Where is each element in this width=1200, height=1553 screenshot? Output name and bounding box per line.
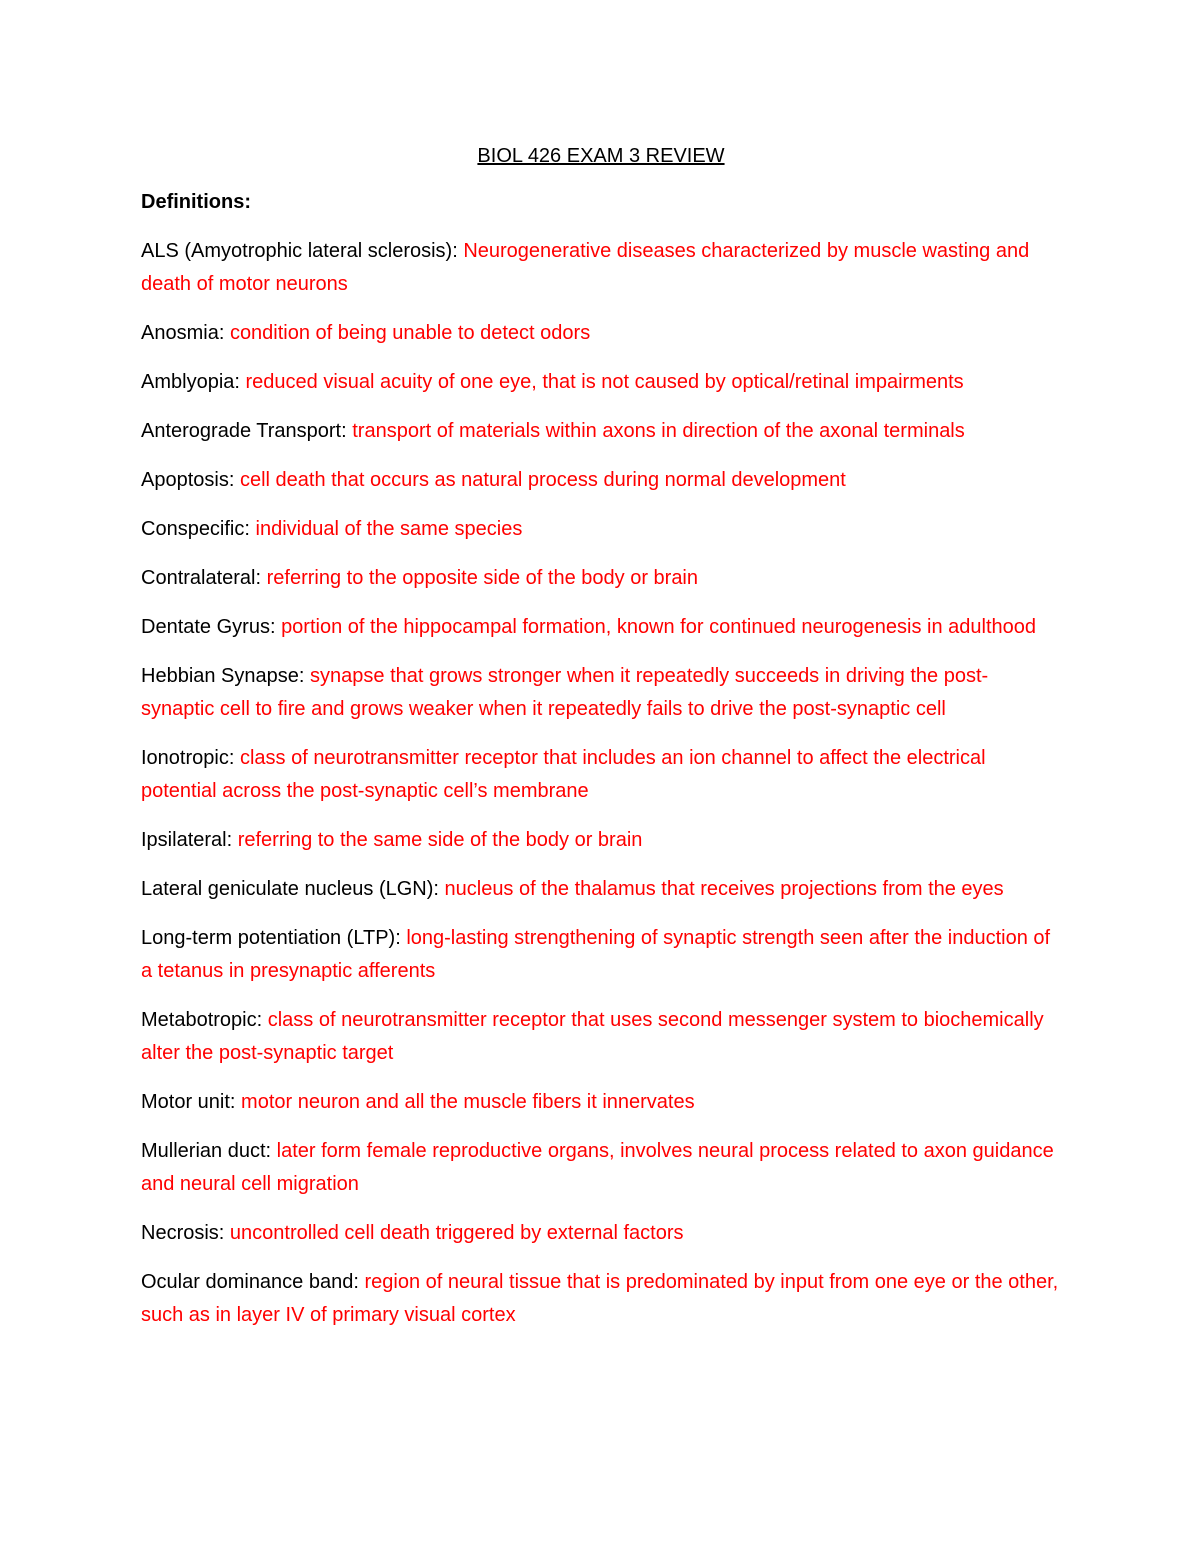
section-heading: Definitions: <box>141 191 251 213</box>
definition-entry <box>141 1004 1061 1070</box>
definition-text: long-lasting strengthening of synaptic strength seen after the induction of a tetanus in presynaptic afferents <box>141 927 1051 982</box>
definition-term: Dentate Gyrus: <box>141 616 282 638</box>
definition-entry <box>141 660 1061 726</box>
definition-text: transport of materials within axons in direction of the axonal terminals <box>352 420 965 442</box>
document-body <box>141 140 1061 1348</box>
definition-entry <box>141 824 1061 857</box>
definition-text: later form female reproductive organs, involves neural process related to axon guidance and neural cell migration <box>141 1140 1054 1195</box>
definition-text: Neurogenerative diseases characterized by muscle wasting and death of motor neurons <box>141 240 1030 295</box>
definition-entry <box>141 464 1061 497</box>
definition-term: Mullerian duct: <box>141 1140 277 1162</box>
definition-entry <box>141 1086 1061 1119</box>
definition-text: referring to the same side of the body or brain <box>237 829 643 851</box>
definition-term: Apoptosis: <box>141 469 240 491</box>
definition-text: reduced visual acuity of one eye, that is not caused by optical/retinal impairments <box>245 371 964 393</box>
definition-entry <box>141 873 1061 906</box>
definition-entry <box>141 366 1061 399</box>
definition-term: ALS (Amyotrophic lateral sclerosis): <box>141 240 464 262</box>
definition-text: synapse that grows stronger when it repeatedly succeeds in driving the post-synaptic cell to fire and grows weaker when it repeatedly fails to drive the post-synaptic cell <box>141 665 989 720</box>
definition-entry <box>141 1217 1061 1250</box>
definition-term: Ionotropic: <box>141 747 240 769</box>
definition-list <box>141 235 1061 1332</box>
definition-entry <box>141 611 1061 644</box>
definition-term: Hebbian Synapse: <box>141 665 311 687</box>
definition-entry <box>141 1266 1061 1332</box>
definition-text: condition of being unable to detect odors <box>229 322 591 344</box>
definition-term: Ocular dominance band: <box>141 1271 365 1293</box>
definition-text: region of neural tissue that is predominated by input from one eye or the other, such as in layer IV of primary visual cortex <box>141 1271 1059 1326</box>
definition-term: Contralateral: <box>141 567 267 589</box>
definition-text: referring to the opposite side of the body or brain <box>266 567 699 589</box>
definition-entry <box>141 317 1061 350</box>
definition-term: Motor unit: <box>141 1091 242 1113</box>
definition-term: Metabotropic: <box>141 1009 268 1031</box>
definition-entry <box>141 513 1061 546</box>
definition-term: Lateral geniculate nucleus (LGN): <box>141 878 445 900</box>
definition-entry <box>141 235 1061 301</box>
definition-entry <box>141 922 1061 988</box>
definition-text: uncontrolled cell death triggered by external factors <box>229 1222 684 1244</box>
definition-term: Anterograde Transport: <box>141 420 353 442</box>
definition-text: nucleus of the thalamus that receives projections from the eyes <box>444 878 1004 900</box>
definition-entry <box>141 562 1061 595</box>
definition-term: Ipsilateral: <box>141 829 238 851</box>
definition-term: Long-term potentiation (LTP): <box>141 927 407 949</box>
definition-term: Necrosis: <box>141 1222 230 1244</box>
document-title: BIOL 426 EXAM 3 REVIEW <box>477 145 725 167</box>
definition-text: class of neurotransmitter receptor that includes an ion channel to affect the electrical potential across the post-synaptic cell’s membrane <box>141 747 986 802</box>
definition-entry <box>141 415 1061 448</box>
definition-text: class of neurotransmitter receptor that uses second messenger system to biochemically alter the post-synaptic target <box>141 1009 1044 1064</box>
definition-text: motor neuron and all the muscle fibers it innervates <box>241 1091 695 1113</box>
definition-term: Anosmia: <box>141 322 230 344</box>
definition-entry <box>141 742 1061 808</box>
definition-text: portion of the hippocampal formation, known for continued neurogenesis in adulthood <box>281 616 1037 638</box>
definition-text: cell death that occurs as natural process during normal development <box>239 469 846 491</box>
definition-entry <box>141 1135 1061 1201</box>
definition-term: Amblyopia: <box>141 371 246 393</box>
definition-text: individual of the same species <box>255 518 523 540</box>
definition-term: Conspecific: <box>141 518 256 540</box>
